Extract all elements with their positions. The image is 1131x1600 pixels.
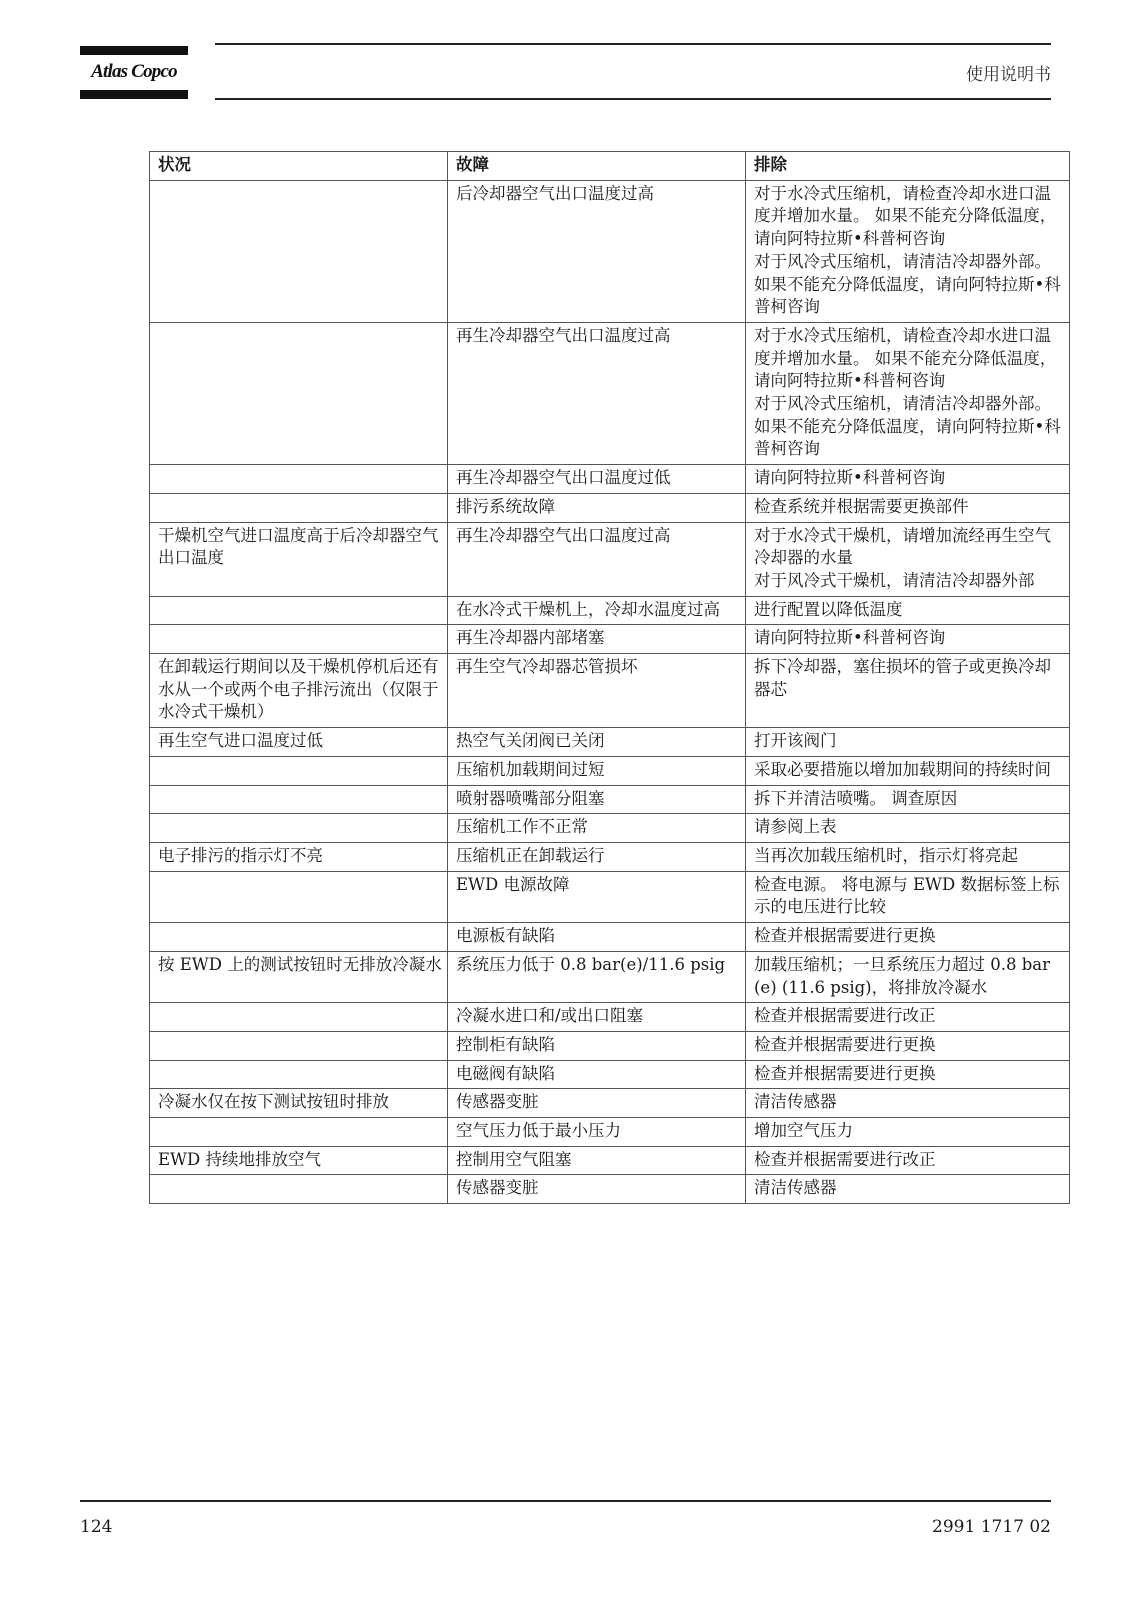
condition-cell xyxy=(150,493,448,522)
condition-cell xyxy=(150,923,448,952)
condition-cell xyxy=(150,1175,448,1204)
table-row xyxy=(150,951,1070,1002)
condition-cell xyxy=(150,465,448,494)
table-row xyxy=(150,1146,1070,1175)
remedy-cell: 请参阅上表 xyxy=(746,814,1070,843)
header-rule-bottom xyxy=(215,98,1051,100)
fault-cell: 再生冷却器内部堵塞 xyxy=(448,625,746,654)
logo-wordmark: Atlas Copco xyxy=(91,61,177,82)
logo-bottom-bar xyxy=(80,90,188,99)
header-fault: 故障 xyxy=(448,152,746,181)
table-row xyxy=(150,180,1070,322)
fault-cell: 控制柜有缺陷 xyxy=(448,1031,746,1060)
document-type-label: 使用说明书 xyxy=(966,65,1051,85)
table-row xyxy=(150,1031,1070,1060)
condition-cell xyxy=(150,814,448,843)
table-row xyxy=(150,522,1070,596)
remedy-cell: 请向阿特拉斯•科普柯咨询 xyxy=(746,465,1070,494)
fault-cell: 传感器变脏 xyxy=(448,1089,746,1118)
remedy-cell: 请向阿特拉斯•科普柯咨询 xyxy=(746,625,1070,654)
fault-cell: 再生冷却器空气出口温度过低 xyxy=(448,465,746,494)
condition-cell xyxy=(150,322,448,464)
logo-top-bar xyxy=(80,46,188,55)
condition-cell: 再生空气进口温度过低 xyxy=(150,728,448,757)
remedy-cell: 进行配置以降低温度 xyxy=(746,596,1070,625)
fault-cell: 电源板有缺陷 xyxy=(448,923,746,952)
fault-cell: 控制用空气阻塞 xyxy=(448,1146,746,1175)
remedy-cell: 对于水冷式干燥机，请增加流经再生空气冷却器的水量 对于风冷式干燥机，请清洁冷却器外部 xyxy=(746,522,1070,596)
fault-cell: 空气压力低于最小压力 xyxy=(448,1118,746,1147)
fault-cell: 电磁阀有缺陷 xyxy=(448,1060,746,1089)
table-row xyxy=(150,493,1070,522)
remedy-cell: 拆下并清洁喷嘴。 调查原因 xyxy=(746,785,1070,814)
remedy-cell: 检查系统并根据需要更换部件 xyxy=(746,493,1070,522)
fault-cell: 再生冷却器空气出口温度过高 xyxy=(448,522,746,596)
fault-cell: 传感器变脏 xyxy=(448,1175,746,1204)
condition-cell: 干燥机空气进口温度高于后冷却器空气出口温度 xyxy=(150,522,448,596)
fault-cell: 后冷却器空气出口温度过高 xyxy=(448,180,746,322)
condition-cell: 电子排污的指示灯不亮 xyxy=(150,842,448,871)
fault-cell: 压缩机工作不正常 xyxy=(448,814,746,843)
atlas-copco-logo xyxy=(80,46,188,100)
remedy-cell: 对于水冷式压缩机，请检查冷却水进口温度并增加水量。 如果不能充分降低温度，请向阿特拉斯•科普柯咨询 对于风冷式压缩机，请清洁冷却器外部。 如果不能充分降低温度，请向阿特拉斯•科普柯咨询 xyxy=(746,322,1070,464)
fault-cell: 在水冷式干燥机上，冷却水温度过高 xyxy=(448,596,746,625)
remedy-cell: 清洁传感器 xyxy=(746,1175,1070,1204)
table-row xyxy=(150,1089,1070,1118)
condition-cell: EWD 持续地排放空气 xyxy=(150,1146,448,1175)
table-row xyxy=(150,785,1070,814)
remedy-cell: 对于水冷式压缩机，请检查冷却水进口温度并增加水量。 如果不能充分降低温度，请向阿特拉斯•科普柯咨询 对于风冷式压缩机，请清洁冷却器外部。 如果不能充分降低温度，请向阿特拉斯•科普柯咨询 xyxy=(746,180,1070,322)
fault-cell: 压缩机正在卸载运行 xyxy=(448,842,746,871)
condition-cell: 按 EWD 上的测试按钮时无排放冷凝水 xyxy=(150,951,448,1002)
remedy-cell: 加载压缩机；一旦系统压力超过 0.8 bar(e) (11.6 psig)，将排放冷凝水 xyxy=(746,951,1070,1002)
table-row xyxy=(150,625,1070,654)
fault-cell: 压缩机加载期间过短 xyxy=(448,756,746,785)
remedy-cell: 检查并根据需要进行更换 xyxy=(746,1031,1070,1060)
table-row xyxy=(150,1003,1070,1032)
remedy-cell: 拆下冷却器，塞住损坏的管子或更换冷却器芯 xyxy=(746,654,1070,728)
footer-rule xyxy=(80,1500,1051,1502)
condition-cell xyxy=(150,756,448,785)
table-row xyxy=(150,842,1070,871)
condition-cell xyxy=(150,1060,448,1089)
table-header-row xyxy=(150,152,1070,181)
condition-cell xyxy=(150,1003,448,1032)
condition-cell xyxy=(150,1031,448,1060)
table-row xyxy=(150,871,1070,922)
table-row xyxy=(150,465,1070,494)
remedy-cell: 打开该阀门 xyxy=(746,728,1070,757)
remedy-cell: 检查并根据需要进行改正 xyxy=(746,1146,1070,1175)
table-row xyxy=(150,728,1070,757)
remedy-cell: 检查并根据需要进行改正 xyxy=(746,1003,1070,1032)
fault-cell: 冷凝水进口和/或出口阻塞 xyxy=(448,1003,746,1032)
table-row xyxy=(150,322,1070,464)
condition-cell: 在卸载运行期间以及干燥机停机后还有水从一个或两个电子排污流出（仅限于水冷式干燥机） xyxy=(150,654,448,728)
condition-cell xyxy=(150,1118,448,1147)
fault-cell: 喷射器喷嘴部分阻塞 xyxy=(448,785,746,814)
remedy-cell: 当再次加载压缩机时，指示灯将亮起 xyxy=(746,842,1070,871)
header-condition: 状况 xyxy=(150,152,448,181)
table-row xyxy=(150,756,1070,785)
page-number: 124 xyxy=(80,1517,113,1537)
table-row xyxy=(150,814,1070,843)
condition-cell xyxy=(150,785,448,814)
condition-cell: 冷凝水仅在按下测试按钮时排放 xyxy=(150,1089,448,1118)
fault-cell: 再生空气冷却器芯管损坏 xyxy=(448,654,746,728)
fault-cell: 排污系统故障 xyxy=(448,493,746,522)
remedy-cell: 检查并根据需要进行更换 xyxy=(746,923,1070,952)
table-row xyxy=(150,1118,1070,1147)
table-row xyxy=(150,596,1070,625)
remedy-cell: 检查电源。 将电源与 EWD 数据标签上标示的电压进行比较 xyxy=(746,871,1070,922)
header-rule-top xyxy=(215,43,1051,45)
table-row xyxy=(150,1060,1070,1089)
remedy-cell: 增加空气压力 xyxy=(746,1118,1070,1147)
fault-cell: EWD 电源故障 xyxy=(448,871,746,922)
table-row xyxy=(150,923,1070,952)
remedy-cell: 采取必要措施以增加加载期间的持续时间 xyxy=(746,756,1070,785)
condition-cell xyxy=(150,625,448,654)
condition-cell xyxy=(150,596,448,625)
document-number: 2991 1717 02 xyxy=(932,1517,1051,1537)
remedy-cell: 检查并根据需要进行更换 xyxy=(746,1060,1070,1089)
condition-cell xyxy=(150,180,448,322)
condition-cell xyxy=(150,871,448,922)
troubleshooting-table xyxy=(149,151,1070,1204)
table-row xyxy=(150,654,1070,728)
fault-cell: 热空气关闭阀已关闭 xyxy=(448,728,746,757)
table-row xyxy=(150,1175,1070,1204)
fault-cell: 再生冷却器空气出口温度过高 xyxy=(448,322,746,464)
remedy-cell: 清洁传感器 xyxy=(746,1089,1070,1118)
fault-cell: 系统压力低于 0.8 bar(e)/11.6 psig xyxy=(448,951,746,1002)
header-remedy: 排除 xyxy=(746,152,1070,181)
